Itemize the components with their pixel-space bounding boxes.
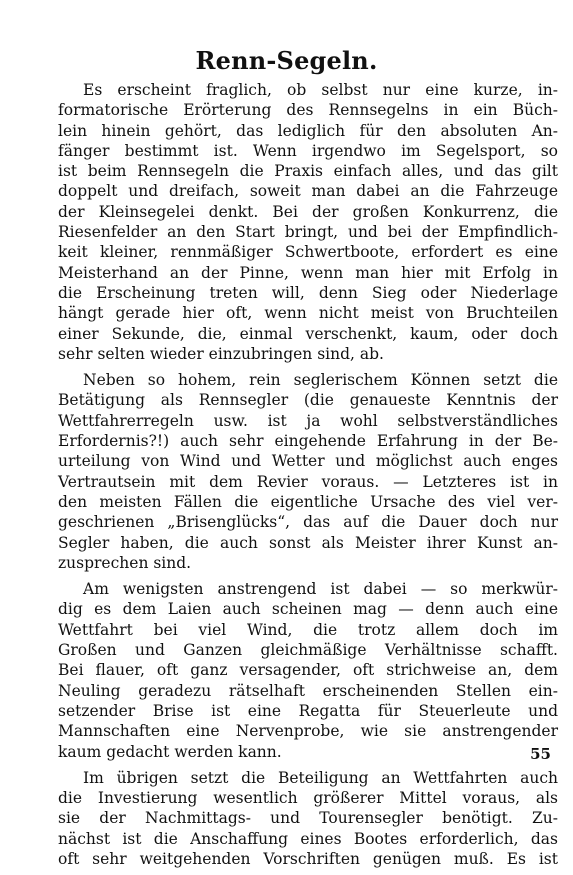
text-line: Erfordernis?!) auch sehr eingehende Erfahrung in der Be-	[58, 432, 558, 451]
text-line: Am wenigsten anstrengend ist dabei — so merkwür-	[83, 580, 558, 599]
body-text	[58, 80, 558, 875]
text-line: Betätigung als Rennsegler (die genaueste Kenntnis der	[58, 391, 558, 410]
paragraph-3	[58, 579, 558, 762]
text-line: sie der Nachmittags- und Tourensegler benötigt. Zu-	[58, 809, 558, 828]
text-line: Segler haben, die auch sonst als Meister ihrer Kunst an-	[58, 533, 558, 552]
text-line: den meisten Fällen die eigentliche Ursache des viel ver-	[58, 492, 558, 511]
text-line: die Erscheinung treten will, denn Sieg oder Niederlage	[58, 283, 558, 302]
text-line: hängt gerade hier oft, wenn nicht meist von Bruchteilen	[58, 304, 558, 323]
text-line: kaum gedacht werden kann.	[58, 742, 282, 761]
text-line: Meisterhand an der Pinne, wenn man hier mit Erfolg in	[58, 263, 558, 282]
text-line: formatorische Erörterung des Rennsegelns in ein Büch-	[58, 101, 558, 120]
text-line: Neben so hohem, rein seglerischem Können setzt die	[83, 371, 558, 390]
text-line: Mannschaften eine Nervenprobe, wie sie anstrengender	[58, 722, 558, 741]
text-line: einer Sekunde, die, einmal verschenkt, kaum, oder doch	[58, 324, 558, 343]
page-title: Renn-Segeln.	[195, 46, 378, 75]
text-line: Wettfahrt bei viel Wind, die trotz allem doch im	[58, 620, 558, 639]
paragraph-2	[58, 370, 558, 573]
text-line: die Investierung wesentlich größerer Mittel voraus, als	[58, 789, 558, 808]
text-line: fänger bestimmt ist. Wenn irgendwo im Segelsport, so	[58, 141, 558, 160]
text-line: geschrienen „Brisenglücks“, das auf die Dauer doch nur	[58, 513, 558, 532]
page-number: 55	[530, 745, 551, 763]
text-line: nächst ist die Anschaffung eines Bootes erforderlich, das	[58, 829, 558, 848]
text-line: lein hinein gehört, das lediglich für den absoluten An-	[58, 121, 558, 140]
text-line: dig es dem Laien auch scheinen mag — denn auch eine	[58, 600, 558, 619]
text-line: zusprechen sind.	[58, 553, 192, 572]
text-line: Im übrigen setzt die Beteiligung an Wettfahrten auch	[83, 768, 558, 787]
text-line: doppelt und dreifach, soweit man dabei an die Fahrzeuge	[58, 182, 558, 201]
paragraph-1	[58, 80, 558, 364]
text-line: urteilung von Wind und Wetter und möglichst auch enges	[58, 452, 558, 471]
text-line: der Kleinsegelei denkt. Bei der großen Konkurrenz, die	[58, 202, 558, 221]
text-line: Bei flauer, oft ganz versagender, oft strichweise an, dem	[58, 661, 558, 680]
text-line: Vertrautsein mit dem Revier voraus. — Letzteres ist in	[58, 472, 558, 491]
text-line: setzender Brise ist eine Regatta für Steuerleute und	[58, 701, 558, 720]
text-line: keit kleiner, rennmäßiger Schwertboote, erfordert es eine	[58, 243, 558, 262]
text-line: Wettfahrerregeln usw. ist ja wohl selbstverständliches	[58, 411, 558, 430]
text-line: Neuling geradezu rätselhaft erscheinenden Stellen ein-	[58, 681, 558, 700]
paragraph-4	[58, 768, 558, 869]
text-line: Großen und Ganzen gleichmäßige Verhältnisse schafft.	[58, 641, 558, 660]
text-line: Riesenfelder an den Start bringt, und bei der Empfindlich-	[58, 223, 558, 242]
text-line: ist beim Rennsegeln die Praxis einfach alles, und das gilt	[58, 162, 558, 181]
text-line: sehr selten wieder einzubringen sind, ab.	[58, 344, 384, 363]
text-line: oft sehr weitgehenden Vorschriften genügen muß. Es ist	[58, 849, 558, 868]
text-line: Es erscheint fraglich, ob selbst nur eine kurze, in-	[83, 81, 558, 99]
